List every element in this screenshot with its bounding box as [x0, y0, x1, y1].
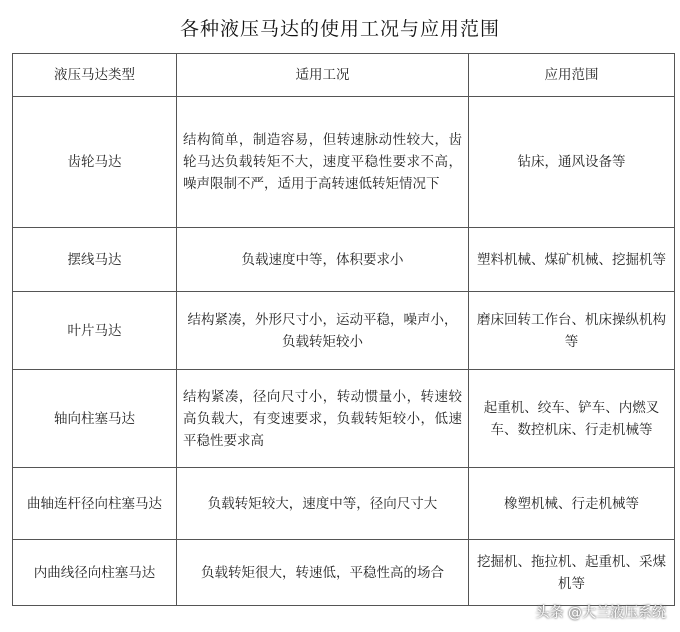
table-row [13, 228, 675, 292]
table-row [13, 468, 675, 540]
watermark: 头条 @大兰液压系统 [535, 605, 666, 621]
conditions-cell: 负载速度中等，体积要求小 [177, 228, 469, 292]
table-header-row [13, 54, 675, 97]
table-row [13, 292, 675, 370]
motor-type-cell: 内曲线径向柱塞马达 [13, 540, 177, 606]
conditions-cell: 负载转矩很大，转速低，平稳性高的场合 [177, 540, 469, 606]
table-row [13, 540, 675, 606]
conditions-cell: 负载转矩较大，速度中等，径向尺寸大 [177, 468, 469, 540]
motor-type-cell: 叶片马达 [13, 292, 177, 370]
conditions-cell: 结构紧凑，外形尺寸小，运动平稳，噪声小，负载转矩较小 [177, 292, 469, 370]
table-title: 各种液压马达的使用工况与应用范围 [179, 18, 500, 40]
table-row [13, 370, 675, 468]
table-row [13, 97, 675, 228]
applications-cell: 塑料机械、煤矿机械、挖掘机等 [469, 228, 675, 292]
applications-cell: 起重机、绞车、铲车、内燃叉车、数控机床、行走机械等 [469, 370, 675, 468]
conditions-cell: 结构紧凑，径向尺寸小，转动惯量小，转速较高负载大，有变速要求，负载转矩较小，低速平稳性要求高 [177, 370, 469, 468]
applications-cell: 挖掘机、拖拉机、起重机、采煤机等 [469, 540, 675, 606]
hydraulic-motor-table [12, 53, 675, 606]
header-conditions: 适用工况 [177, 54, 469, 97]
applications-cell: 磨床回转工作台、机床操纵机构等 [469, 292, 675, 370]
header-applications: 应用范围 [469, 54, 675, 97]
motor-type-cell: 齿轮马达 [13, 97, 177, 228]
motor-type-cell: 轴向柱塞马达 [13, 370, 177, 468]
motor-type-cell: 曲轴连杆径向柱塞马达 [13, 468, 177, 540]
header-motor-type: 液压马达类型 [13, 54, 177, 97]
applications-cell: 橡塑机械、行走机械等 [469, 468, 675, 540]
conditions-cell: 结构简单，制造容易，但转速脉动性较大，齿轮马达负载转矩不大，速度平稳性要求不高，噪声限制不严，适用于高转速低转矩情况下 [177, 97, 469, 228]
applications-cell: 钻床，通风设备等 [469, 97, 675, 228]
motor-type-cell: 摆线马达 [13, 228, 177, 292]
